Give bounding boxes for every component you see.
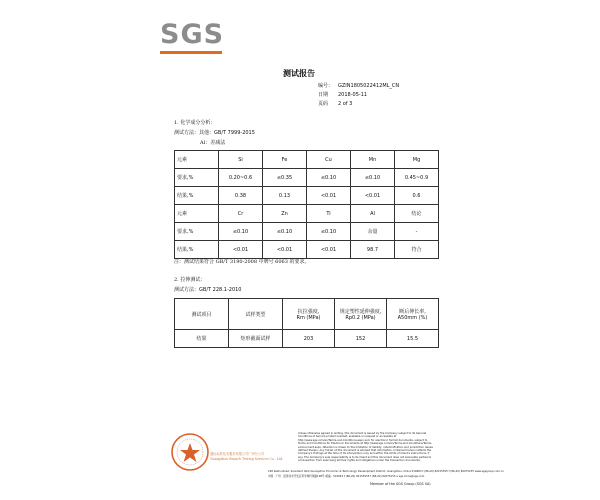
value-cell: <0.01 — [263, 241, 307, 259]
value-cell: ≤0.10 — [307, 169, 351, 187]
value-cell: <0.01 — [307, 241, 351, 259]
header-tensile-strength: 抗拉强度, Rm (MPa) — [283, 299, 335, 330]
logo-text: SGS — [160, 19, 225, 50]
value-cell: 0.45~0.9 — [395, 169, 439, 187]
value-cell: 余量 — [351, 223, 395, 241]
tensile-header-row — [175, 299, 439, 330]
value-cell: 98.7 — [351, 241, 395, 259]
cell-rp: 152 — [335, 330, 387, 348]
section2-method: 测试方法：GB/T 228.1-2010 — [174, 287, 242, 293]
company-address: 198 Kezhu Road, Scientech Park Guangzhou Economic & Technology Development District, Guangzhou, China 510663 t (86-20) 82155555 f (86-20) 82075155 www.sgsgroup.com.cn — [268, 470, 504, 473]
row-label-cell: 元素 — [175, 205, 219, 223]
value-cell: Ti — [307, 205, 351, 223]
value-cell: <0.01 — [351, 187, 395, 205]
row-label-cell: 元素 — [175, 151, 219, 169]
header-test-item: 测试项目 — [175, 299, 229, 330]
value-cell: Cr — [219, 205, 263, 223]
value-cell: ≤0.10 — [219, 223, 263, 241]
composition-row — [175, 205, 439, 223]
tensile-test-table — [174, 298, 439, 348]
value-cell: 0.38 — [219, 187, 263, 205]
header-specimen-type: 试样类型 — [229, 299, 283, 330]
value-cell: ≤0.35 — [263, 169, 307, 187]
header-yield-strength: 规定塑性延伸强度, Rp0.2 (MPa) — [335, 299, 387, 330]
value-cell: 0.6 — [395, 187, 439, 205]
report-page — [148, 0, 504, 500]
value-cell: 0.20~0.6 — [219, 169, 263, 187]
value-cell: - — [395, 223, 439, 241]
value-cell: Al — [351, 205, 395, 223]
section1-method: 测试方法：其他：GB/T 7999-2015 — [174, 130, 255, 136]
value-cell: 符合 — [395, 241, 439, 259]
value-cell: 结论 — [395, 205, 439, 223]
value-cell: 0.13 — [263, 187, 307, 205]
section1-heading: 1. 化学成分分析： — [174, 120, 216, 126]
value-cell: ≤0.10 — [263, 223, 307, 241]
cell-elongation: 15.5 — [387, 330, 439, 348]
section1-note: 注：测试结果符合 GB/T 3190-2008 中牌号 6063 的要求。 — [174, 259, 310, 265]
header-elongation: 断后伸长率, A50mm (%) — [387, 299, 439, 330]
seal-text: 通标标准技术服务有限公司广州分公司 Guangzhou Branch Testing Services Co., Ltd. — [210, 452, 284, 461]
logo-underline — [160, 51, 222, 54]
value-cell: Zn — [263, 205, 307, 223]
company-seal-icon — [170, 432, 210, 472]
report-title: 测试报告 — [283, 68, 315, 78]
value-cell: <0.01 — [307, 187, 351, 205]
row-label-cell: 要求,% — [175, 169, 219, 187]
value-cell: Fe — [263, 151, 307, 169]
composition-row — [175, 151, 439, 169]
composition-row — [175, 241, 439, 259]
composition-row — [175, 187, 439, 205]
composition-row — [175, 223, 439, 241]
sgs-logo — [160, 19, 225, 54]
tensile-result-row — [175, 330, 439, 348]
composition-row — [175, 169, 439, 187]
company-address-cn: 中国 · 广州 · 经济技术开发区科学城科珠路198号 邮编：510663 t (86-20) 82155555 f (86-20) 82075155 e sgs.china@sgs.com — [268, 475, 425, 478]
row-label-cell: 结果,% — [175, 187, 219, 205]
meta-report-number: 编号： GZIN1805022412ML_CN — [318, 83, 400, 89]
value-cell: Mn — [351, 151, 395, 169]
cell-result-label: 结果 — [175, 330, 229, 348]
section1-al-note: Al：差减法 — [200, 140, 226, 146]
legal-disclaimer: Unless otherwise agreed in writing, this document is issued by the Company subject to its General Conditions of Service printed overleaf, available on request or accessible at http://www.sgs.com/en/Terms-and-Conditions.aspx and, for electronic format documents, subject to Terms and Conditions for Electronic Documents at http://www.sgs.com/en/Terms-and-Conditions/Terms-e-Document.aspx. Attention is drawn to the limitation of liability, indemnification and jurisdiction issues defined therein. Any holder of this document is advised that information contained hereon reflects the Company's findings at the time of its intervention only and within the limits of Client's instructions, if any. The Company's sole responsibility is to its Client and this document does not exonerate parties to a transaction from exercising all their rights and obligations under the transaction documents. — [298, 432, 433, 463]
chemical-composition-table — [174, 150, 439, 259]
row-label-cell: 要求,% — [175, 223, 219, 241]
section2-heading: 2. 拉伸测试： — [174, 277, 206, 283]
value-cell: ≤0.10 — [351, 169, 395, 187]
value-cell: Cu — [307, 151, 351, 169]
member-of-sgs: Member of the SGS Group (SGS SA) — [370, 482, 431, 486]
value-cell: ≤0.10 — [307, 223, 351, 241]
meta-date: 日期 2018-05-11 — [318, 92, 368, 98]
meta-page: 页码 2 of 3 — [318, 101, 353, 107]
value-cell: Mg — [395, 151, 439, 169]
cell-specimen: 矩形截面试样 — [229, 330, 283, 348]
value-cell: <0.01 — [219, 241, 263, 259]
cell-rm: 203 — [283, 330, 335, 348]
value-cell: Si — [219, 151, 263, 169]
row-label-cell: 结果,% — [175, 241, 219, 259]
